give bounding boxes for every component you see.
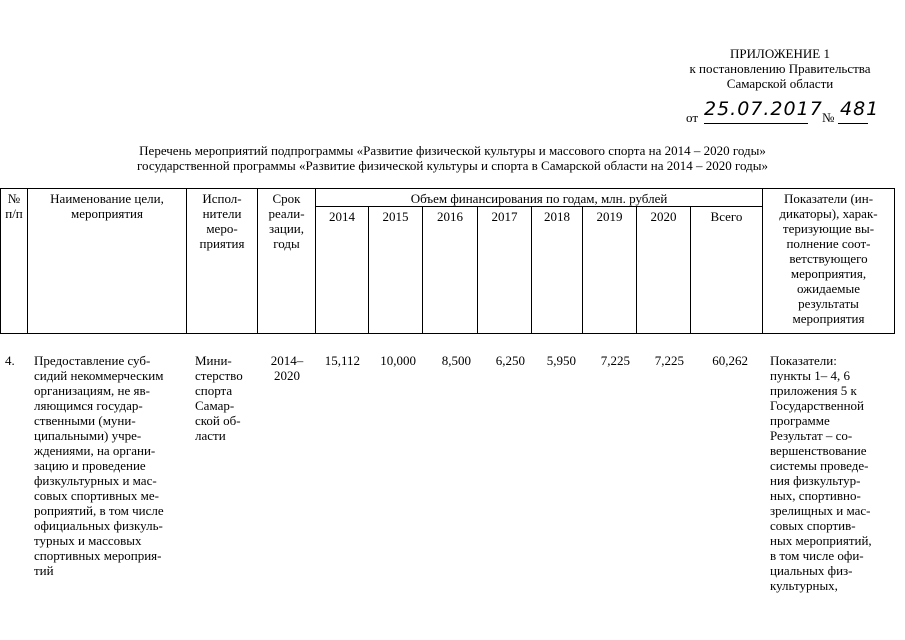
header-year-2017: 2017 xyxy=(491,209,518,224)
header-year-2018: 2018 xyxy=(544,209,570,224)
row-indicators: Показатели: пункты 1– 4, 6 приложения 5 к Государственной программе Результат – со- вершенствование системы проведе- ния физкультур- ных, спортивно- зрелищных и мас- совых спортив- ных мероприятий, в том числе офи- циальных физ- культурных, xyxy=(770,353,872,593)
column-divider xyxy=(368,206,369,334)
row-value-2018: 5,950 xyxy=(546,353,576,368)
appendix-line: к постановлению Правительства xyxy=(689,61,871,76)
appendix-title: ПРИЛОЖЕНИЕ 1 xyxy=(730,46,830,61)
date-underline xyxy=(704,123,808,124)
row-value-2017: 6,250 xyxy=(495,353,525,368)
row-value-2014: 15,112 xyxy=(324,353,360,368)
header-num: № п/п xyxy=(5,191,23,221)
row-executors: Мини- стерство спорта Самар- ской об- ласти xyxy=(195,353,243,443)
header-indicators: Показатели (ин- дикаторы), харак- теризующие вы- полнение соот- ветствующего мероприятия, ожидаемые результаты мероприятия xyxy=(779,191,878,326)
years-header-line xyxy=(315,206,762,207)
header-executors: Испол- нители меро- приятия xyxy=(199,191,245,251)
column-divider xyxy=(422,206,423,334)
appendix-block xyxy=(660,46,900,91)
row-term: 2014– 2020 xyxy=(270,353,304,383)
number-underline xyxy=(838,123,868,124)
column-divider xyxy=(636,206,637,334)
row-value-total: 60,262 xyxy=(712,353,748,368)
document-title xyxy=(0,143,905,173)
table-right-border xyxy=(894,188,895,334)
column-divider xyxy=(582,206,583,334)
date-prefix: от xyxy=(686,110,699,125)
row-value-2019: 7,225 xyxy=(600,353,630,368)
handwritten-date: 25.07.2017 xyxy=(704,98,823,120)
column-divider xyxy=(531,206,532,334)
header-year-2019: 2019 xyxy=(596,209,623,224)
document-title-line: Перечень мероприятий подпрограммы «Развитие физической культуры и массового спорта на 2014 – 2020 годы» xyxy=(139,143,766,158)
header-total: Всего xyxy=(710,209,743,224)
column-divider xyxy=(690,206,691,334)
number-prefix: № xyxy=(822,110,835,125)
document-title-line: государственной программы «Развитие физической культуры и спорта в Самарской области на 2014 – 2020 годы» xyxy=(137,158,768,173)
header-year-2014: 2014 xyxy=(329,209,355,224)
row-value-2015: 10,000 xyxy=(380,353,416,368)
row-value-2020: 7,225 xyxy=(654,353,684,368)
header-year-2020: 2020 xyxy=(650,209,677,224)
column-divider xyxy=(477,206,478,334)
row-name: Предоставление суб- сидий некоммерческим организациям, не яв- ляющимся государ- ственными (муни- ципальными) учре- ждениями, на органи- зацию и проведение физкультурных и мас- совых спортивных ме- роприятий, в том числе официальных физкуль- турных и массовых спортивных мероприя- тий xyxy=(34,353,164,578)
row-num: 4. xyxy=(5,353,15,368)
appendix-date-line xyxy=(686,98,896,126)
header-term: Срок реали- зации, годы xyxy=(268,191,305,251)
handwritten-number: 481 xyxy=(840,98,880,120)
header-name: Наименование цели, мероприятия xyxy=(50,191,164,221)
header-funding: Объем финансирования по годам, млн. рублей xyxy=(410,191,668,206)
appendix-line: Самарской области xyxy=(726,76,834,91)
row-value-2016: 8,500 xyxy=(441,353,471,368)
header-bottom-border xyxy=(0,333,895,334)
header-year-2016: 2016 xyxy=(437,209,463,224)
header-year-2015: 2015 xyxy=(382,209,409,224)
table-top-border xyxy=(0,188,895,189)
